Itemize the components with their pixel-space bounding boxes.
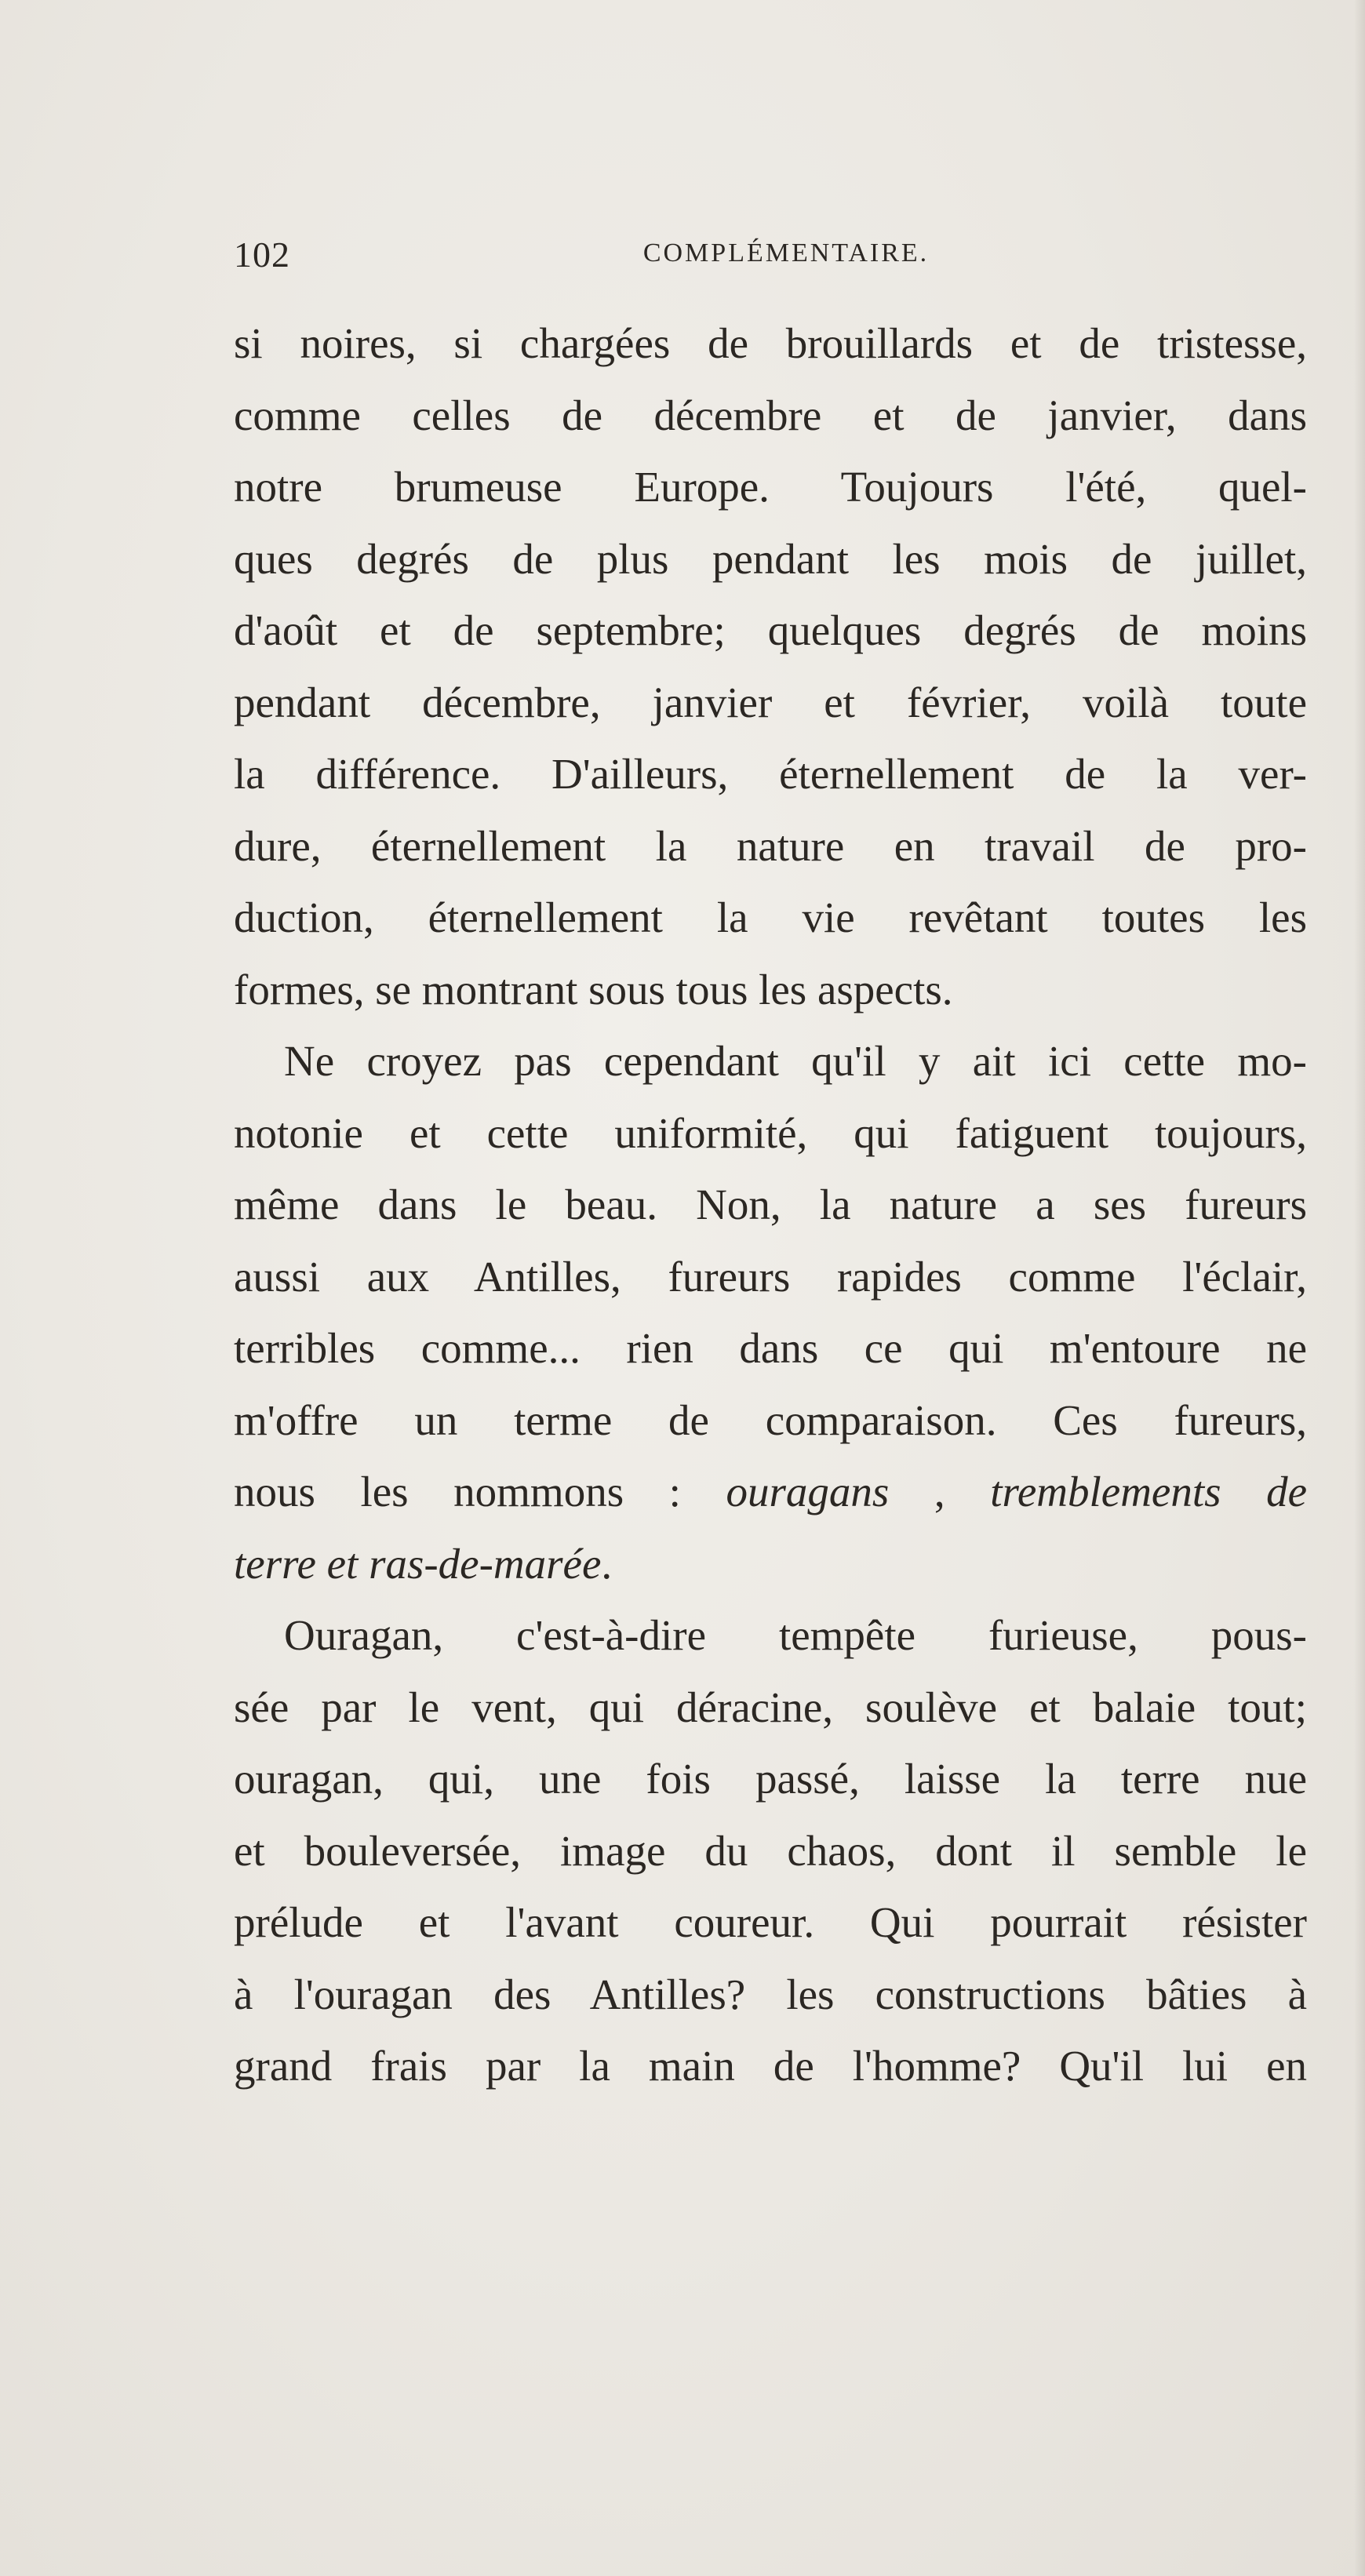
text-line: la différence. D'ailleurs, éternellement de la ver- xyxy=(234,750,1307,798)
italic-term-tremblements: tremblements de xyxy=(990,1468,1307,1515)
body-text xyxy=(234,307,1307,2102)
text-line: et bouleversée, image du chaos, dont il semble le xyxy=(234,1826,1307,1875)
page-number: 102 xyxy=(234,235,290,275)
text-line: si noires, si chargées de brouillards et de tristesse, xyxy=(234,319,1307,367)
text-line: comme celles de décembre et de janvier, dans xyxy=(234,391,1307,439)
text-line: sée par le vent, qui déracine, soulève et balaie tout; xyxy=(234,1683,1307,1731)
text-run: nous les nommons : xyxy=(234,1468,726,1515)
text-line: formes, se montrant sous tous les aspects. xyxy=(234,965,953,1013)
text-line: m'offre un terme de comparaison. Ces fureurs, xyxy=(234,1395,1307,1444)
text-line: Ne croyez pas cependant qu'il y ait ici cette mo- xyxy=(284,1037,1307,1085)
text-line: notonie et cette uniformité, qui fatiguent toujours, xyxy=(234,1108,1307,1157)
text-line: prélude et l'avant coureur. Qui pourrait résister xyxy=(234,1898,1307,1946)
text-line: aussi aux Antilles, fureurs rapides comme l'éclair, xyxy=(234,1252,1307,1301)
text-line-mixed xyxy=(234,1528,1307,1600)
page-edge-shadow xyxy=(1354,0,1365,2576)
text-line: à l'ouragan des Antilles? les constructions bâties à xyxy=(234,1970,1307,2018)
text-line: grand frais par la main de l'homme? Qu'il lui en xyxy=(234,2042,1307,2090)
text-run: , xyxy=(889,1468,991,1515)
running-head xyxy=(234,234,1307,281)
text-line: pendant décembre, janvier et février, voilà toute xyxy=(234,678,1307,726)
text-line: notre brumeuse Europe. Toujours l'été, quel- xyxy=(234,463,1307,511)
text-line: duction, éternellement la vie revêtant toutes les xyxy=(234,893,1307,941)
text-line-mixed xyxy=(234,1456,1307,1528)
running-title: COMPLÉMENTAIRE. xyxy=(642,238,930,267)
text-line: d'août et de septembre; quelques degrés de moins xyxy=(234,606,1307,654)
text-line: dure, éternellement la nature en travail de pro- xyxy=(234,821,1307,870)
text-run: . xyxy=(601,1539,613,1588)
text-line: terribles comme... rien dans ce qui m'entoure ne xyxy=(234,1324,1307,1372)
italic-term-ouragans: ouragans xyxy=(726,1468,890,1515)
text-line: Ouragan, c'est-à-dire tempête furieuse, pous- xyxy=(284,1611,1307,1659)
text-line: même dans le beau. Non, la nature a ses fureurs xyxy=(234,1181,1307,1228)
italic-term-ras-de-maree: terre et ras-de-marée xyxy=(234,1539,602,1588)
text-line: ques degrés de plus pendant les mois de juillet, xyxy=(234,534,1307,583)
text-line: ouragan, qui, une fois passé, laisse la terre nue xyxy=(234,1755,1307,1803)
